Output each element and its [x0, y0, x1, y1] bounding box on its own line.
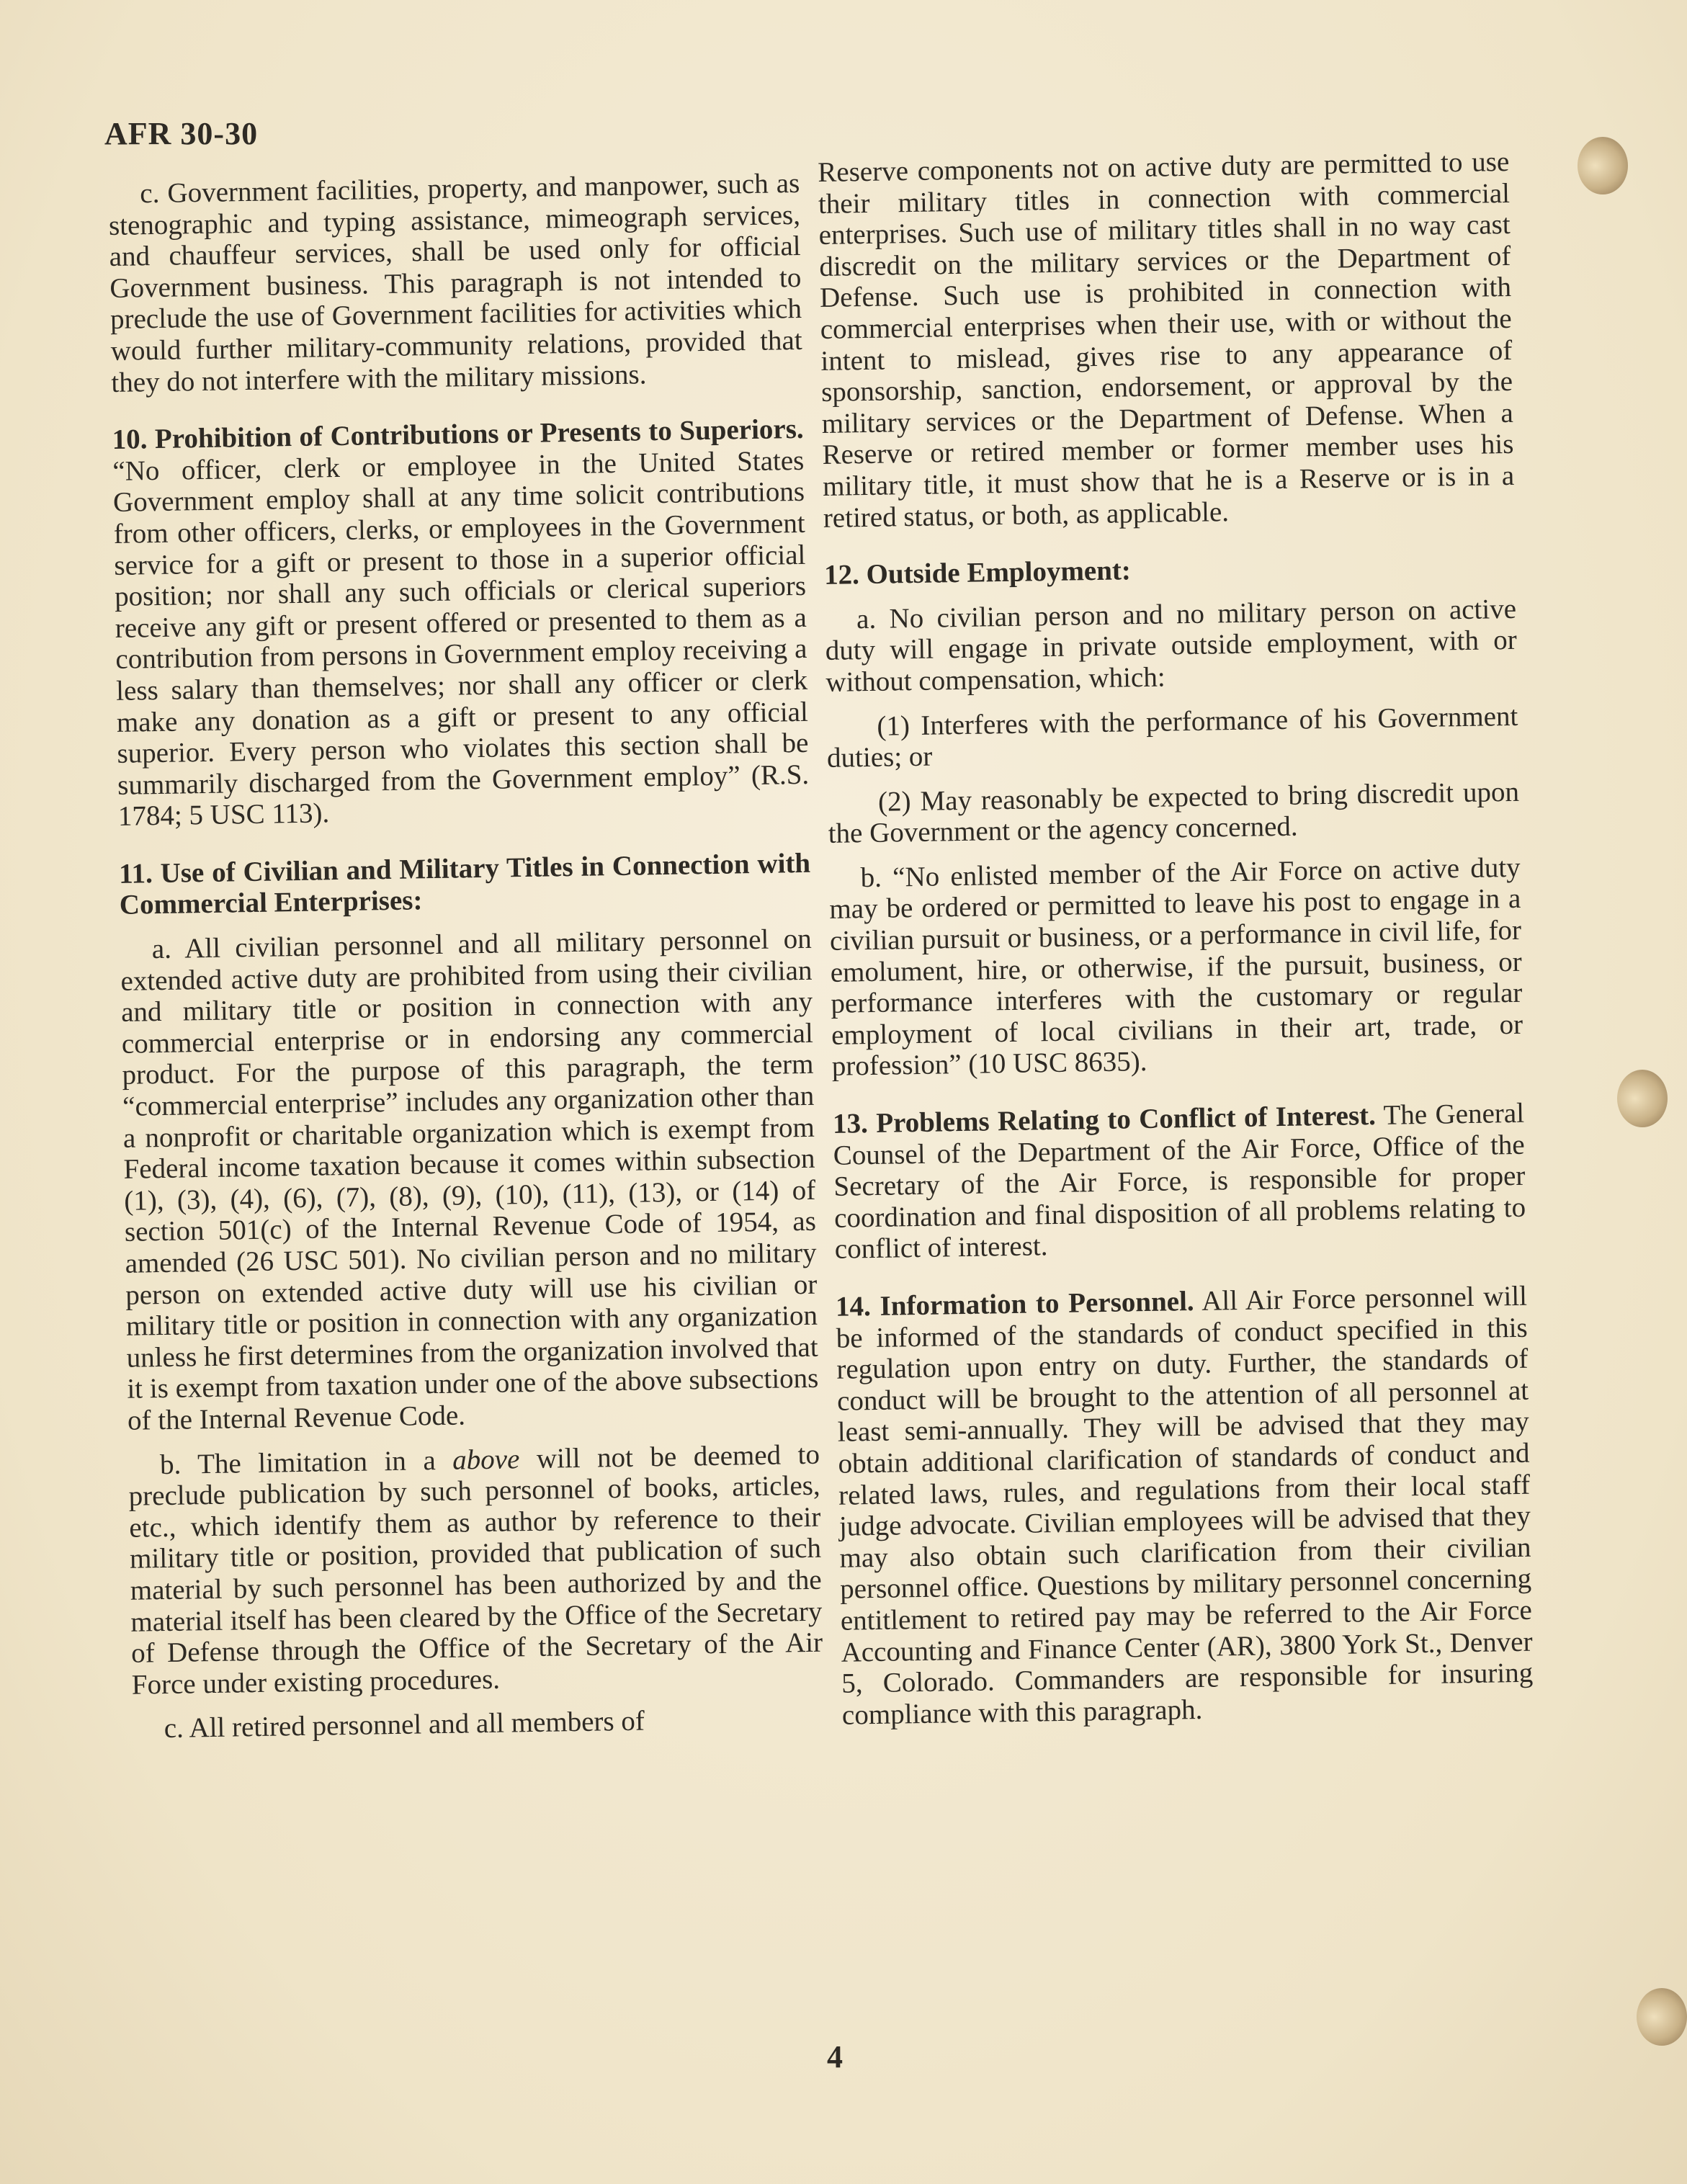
paragraph-12b: b. “No enlisted member of the Air Force on active duty may be ordered or permitted to leave his post to engage in a civilian pursuit or business, or a performance in civil life, for emolument, hire, or otherwise, if the pursuit, business, or performance interferes with the customary or regular employment of local civilians in their art, trade, or profession” (10 USC 8635).: [829, 851, 1523, 1083]
section-14-text: All Air Force personnel will be informed of the standards of conduct specified in this regulation upon entry on duty. Further, the standards of conduct will be brought to the attention of all personnel at least semi-annually. They will be advised that they may obtain additional clarification of standards of conduct and related laws, rules, and regulations from their local staff judge advocate. Civilian employees will be advised that they may also obtain such clarification from their civilian personnel office. Questions by military personnel concerning entitlement to retired pay may be referred to the Air Force Accounting and Finance Center (AR), 3800 York St., Denver 5, Colorado. Commanders are responsible for insuring compliance with this paragraph.: [836, 1280, 1534, 1731]
right-column: [818, 146, 1534, 1744]
binder-hole-icon: [1617, 1070, 1668, 1127]
left-column: [108, 168, 824, 1758]
paragraph-11b-italic: above: [452, 1443, 520, 1476]
paragraph-12a1: (1) Interferes with the performance of his Government duties; or: [826, 700, 1518, 774]
section-10: [112, 413, 810, 833]
paragraph-11b: [128, 1438, 823, 1701]
paragraph-11a: a. All civilian personnel and all military personnel on extended active duty are prohibited from using their civilian and military title or position in connection with any commercial enterprise or in endorsing any commercial product. For the purpose of this paragraph, the term “commercial enterprise” includes any organization other than a nonprofit or charitable organization which is exempt from Federal income taxation because it comes within subsection (1), (3), (4), (6), (7), (8), (9), (10), (11), (13), or (14) of section 501(c) of the Internal Revenue Code of 1954, as amended (26 USC 501). No civilian person and no military person on extended active duty will use his civilian or military title or position in connection with any organization unless he first determines from the organization involved that it is exempt from taxation under one of the above subsections of the Internal Revenue Code.: [120, 923, 819, 1436]
document-header: AFR 30-30: [104, 116, 259, 151]
binder-hole-icon: [1578, 137, 1628, 194]
section-14-heading: 14. Information to Personnel.: [835, 1285, 1194, 1323]
section-13-text: The General Counsel of the Department of the Air Force, Office of the Secretary of the Air Force, is responsible for proper coordination and final disposition of all problems relating to conflict of interest.: [833, 1097, 1526, 1266]
section-12-heading-text: 12. Outside Employment:: [823, 555, 1132, 591]
paragraph-12a2: (2) May reasonably be expected to bring discredit upon the Government or the agency concerned.: [828, 776, 1520, 850]
paragraph-11b-pre: b. The limitation in a: [159, 1444, 437, 1480]
section-12-heading: [824, 549, 1516, 591]
paragraph-11c-continued: Reserve components not on active duty are permitted to use their military titles in connection with commercial enterprises. Such use of military titles shall in no way cast discredit on the military services or the Department of Defense. Such use is prohibited in connection with commercial enterprises when their use, with or without the intent to mislead, gives rise to any appearance of sponsorship, sanction, endorsement, or approval by the military services or the Department of Defense. When a Reserve or retired member or former member uses his military title, it must show that he is a Reserve or is in a retired status, or both, as applicable.: [818, 146, 1515, 534]
section-13-heading: 13. Problems Relating to Conflict of Interest.: [832, 1100, 1377, 1140]
paragraph-11c-start: c. All retired personnel and all members of: [164, 1705, 645, 1745]
section-13: [833, 1098, 1526, 1266]
section-10-text: “No officer, clerk or employee in the United States Government employ shall at any time solicit contributions from other officers, clerks, or employees in the Government service for a gift or present to those in a superior official position; nor shall any such officials or clerical superiors receive any gift or present offered or presented to them as a contribution from persons in Government employ receiving a less salary than themselves; nor shall any officer or clerk make any donation as a gift or present to any official superior. Every person who violates this section shall be summarily discharged from the Government employ” (R.S. 1784; 5 USC 113).: [112, 444, 810, 833]
section-14: [836, 1281, 1534, 1731]
page-number: 4: [827, 2039, 843, 2075]
section-11-heading: [119, 848, 811, 921]
paragraph-11b-post: will not be deemed to preclude publication by such personnel of books, articles, etc., which identify them as author by reference to their military title or position, provided that publication of such material by such personnel has been authorized by and the material itself has been cleared by the Office of the Secretary of Defense through the Office of the Secretary of the Air Force under existing procedures.: [128, 1438, 823, 1701]
paragraph-12a: a. No civilian person and no military person on active duty will engage in private outside employment, with or without compensation, which:: [825, 593, 1517, 698]
section-10-heading: 10. Prohibition of Contributions or Presents to Superiors.: [112, 413, 804, 456]
binder-hole-icon: [1637, 1988, 1687, 2046]
section-11-heading-text: 11. Use of Civilian and Military Titles in Connection with Commercial Enterprises:: [118, 847, 811, 921]
paragraph-9c: c. Government facilities, property, and manpower, such as stenographic and typing assistance, mimeograph services, and chauffeur services, shall be used only for official Government business. This paragraph is not intended to preclude the use of Government facilities for activities which would further military-community relations, provided that they do not interfere with the military missions.: [108, 167, 802, 398]
